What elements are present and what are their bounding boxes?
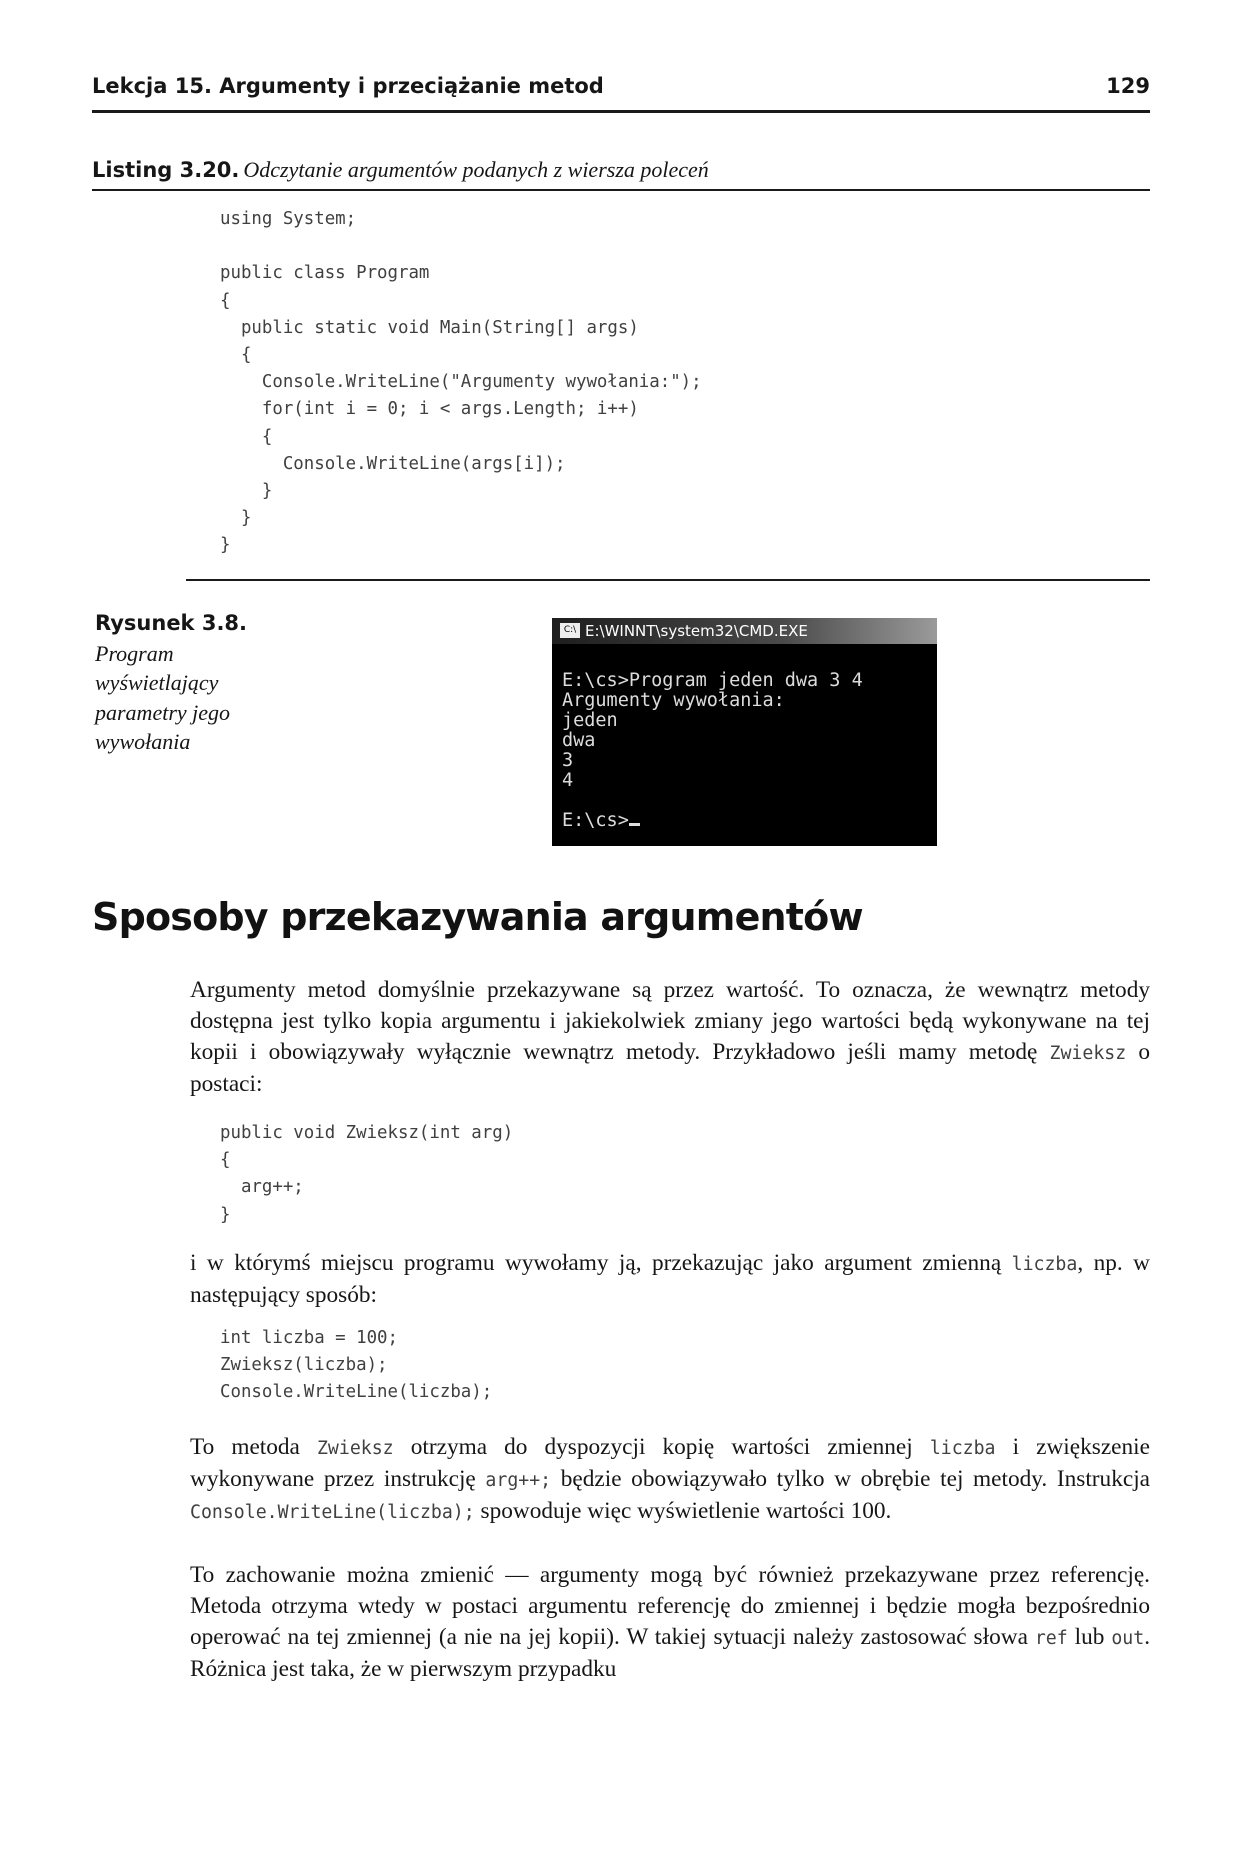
terminal-output [562,671,863,831]
terminal-titlebar [552,618,937,644]
paragraph-3-text: będzie obowiązywało tylko w obrębie tej metody. Instrukcja [560,1466,1151,1492]
cursor-icon [629,823,640,826]
inline-code: out [1111,1628,1145,1649]
terminal-window-title: E:\WINNT\system32\CMD.EXE [585,622,808,640]
figure-label: Rysunek 3.8. [95,611,248,635]
inline-code: Zwieksz [1049,1043,1127,1064]
inline-code: liczba [929,1438,996,1459]
page-number: 129 [1106,74,1150,98]
running-head [92,74,1150,113]
paragraph-4-text: . Różnica jest taka, że w pierwszym przypadku [190,1624,1151,1682]
paragraph-4-text: lub [1074,1624,1105,1650]
console-icon: C:\ [560,623,580,638]
terminal-output-text: E:\cs>Program jeden dwa 3 4 Argumenty wywołania: jeden dwa 3 4 E:\cs> [562,670,863,831]
paragraph-1 [190,975,1150,1100]
inline-code: Console.WriteLine(liczba); [190,1502,475,1523]
paragraph-4 [190,1560,1150,1685]
section-heading: Sposoby przekazywania argumentów [92,895,863,939]
listing-title: Odczytanie argumentów podanych z wiersza poleceń [243,157,709,182]
paragraph-3-text: spowoduje więc wyświetlenie wartości 100. [480,1498,892,1524]
listing-bottom-rule [186,579,1150,581]
chapter-title: Lekcja 15. Argumenty i przeciążanie metod [92,74,604,98]
paragraph-3-text: To metoda [190,1434,300,1460]
paragraph-2 [190,1248,1150,1311]
terminal-screenshot [552,618,937,846]
code-snippet-zwieksz: public void Zwieksz(int arg) { arg++; } [220,1123,514,1225]
paragraph-2-text: i w którymś miejscu programu wywołamy ją, przekazując jako argument zmienną [190,1250,1002,1276]
figure-title: Program wyświetlający parametry jego wywołania [95,640,231,754]
paragraph-1-tail: o postaci: [190,1039,1151,1097]
paragraph-2-tail: , np. w następujący sposób: [190,1250,1150,1308]
listing-caption [92,157,1150,191]
inline-code: Zwieksz [316,1438,394,1459]
paragraph-4-text: To zachowanie można zmienić — argumenty mogą być również przekazywane przez referencję. Metoda otrzyma wtedy w postaci argumentu referencję do zmiennej i będzie mogła bezpośrednio operować na tej zmiennej (a nie na jej kopii). W takiej sytuacji należy zastosować słowa [190,1562,1150,1650]
inline-code: arg++; [485,1470,552,1491]
inline-code: ref [1034,1628,1068,1649]
paragraph-3-text: i zwiększenie wykonywane przez instrukcję [190,1434,1150,1492]
listing-label: Listing 3.20. [92,158,240,182]
code-snippet-call: int liczba = 100; Zwieksz(liczba); Console.WriteLine(liczba); [220,1328,493,1403]
paragraph-3 [190,1432,1150,1528]
inline-code: liczba [1011,1254,1078,1275]
paragraph-3-text: otrzyma do dyspozycji kopię wartości zmiennej [410,1434,913,1460]
figure-caption [95,609,275,757]
paragraph-1-text: Argumenty metod domyślnie przekazywane są przez wartość. To oznacza, że wewnątrz metody dostępna jest tylko kopia argumentu i jakiekolwiek zmiany jego wartości będą wykonywane na tej kopii i obowiązywały wyłącznie wewnątrz metody. Przykładowo jeśli mamy metodę [190,977,1150,1065]
listing-code: using System; public class Program { public static void Main(String[] args) { Console.WriteLine("Argumenty wywołania:"); for(int i = 0; i < args.Length; i++) { Console.WriteLine(args[i]); } } } [220,209,702,556]
